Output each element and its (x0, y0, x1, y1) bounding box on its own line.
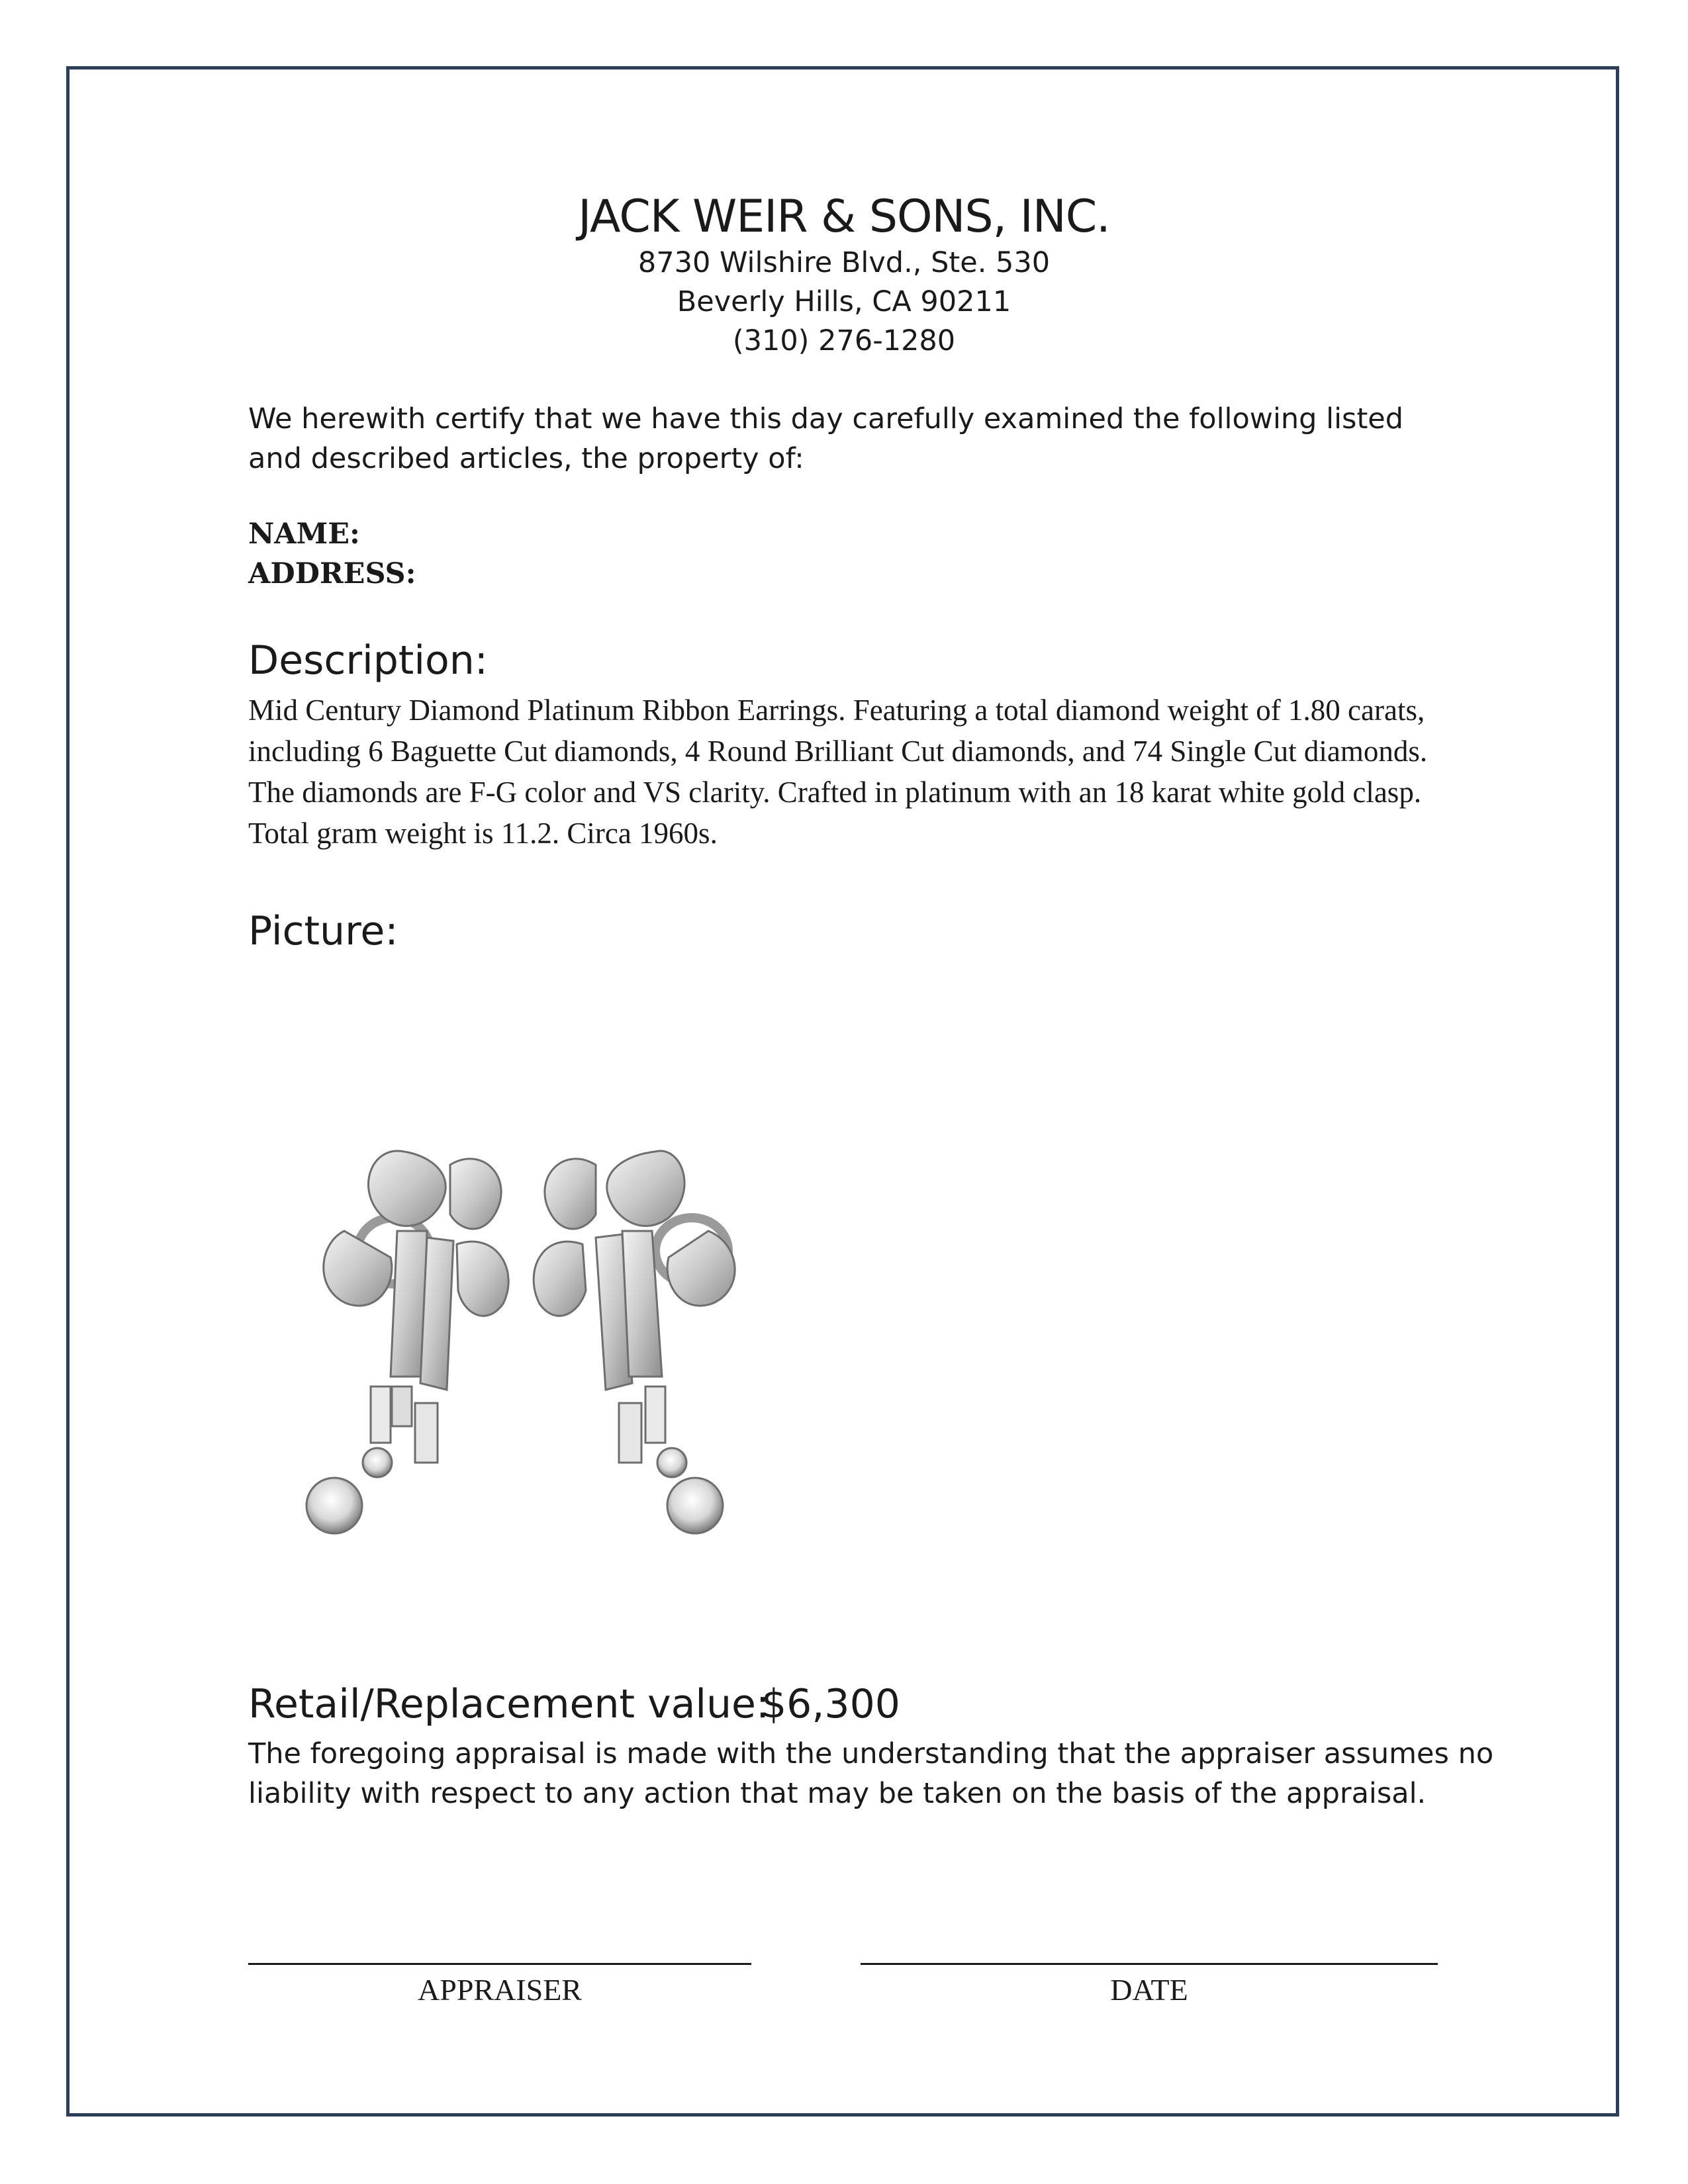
address-label: ADDRESS: (248, 557, 416, 590)
right-earring (534, 1151, 735, 1533)
appraiser-signature-line (248, 1963, 751, 1965)
certification-statement: We herewith certify that we have this day carefully examined the following listed and described articles, the property of: (248, 402, 1404, 475)
appraiser-label: APPRAISER (418, 1973, 582, 2007)
disclaimer-text: The foregoing appraisal is made with the understanding that the appraiser assumes no liability with respect to any action that may be taken on the basis of the appraisal. (248, 1737, 1494, 1810)
name-label: NAME: (248, 518, 360, 551)
picture-heading: Picture: (248, 908, 399, 954)
date-signature-line (861, 1963, 1438, 1965)
description-heading: Description: (248, 637, 488, 684)
address-line-1: 8730 Wilshire Blvd., Ste. 530 (637, 246, 1051, 279)
address-line-2: Beverly Hills, CA 90211 (677, 285, 1011, 318)
value-amount: $6,300 (761, 1681, 900, 1727)
company-name: JACK WEIR & SONS, INC. (578, 191, 1110, 243)
date-label: DATE (1110, 1973, 1188, 2007)
description-text: Mid Century Diamond Platinum Ribbon Earrings. Featuring a total diamond weight of 1.80 carats, including 6 Baguette Cut diamonds, 4 Round Brilliant Cut diamonds, and 74 Single Cut diamonds. The diamonds are F-G color and VS clarity. Crafted in platinum with an 18 karat white gold clasp. Total gram weight is 11.2. Circa 1960s. (248, 694, 1428, 850)
left-earring (306, 1151, 508, 1533)
earrings-photo (285, 1138, 827, 1549)
value-label: Retail/Replacement value: (248, 1681, 770, 1727)
phone-number: (310) 276-1280 (732, 324, 956, 357)
